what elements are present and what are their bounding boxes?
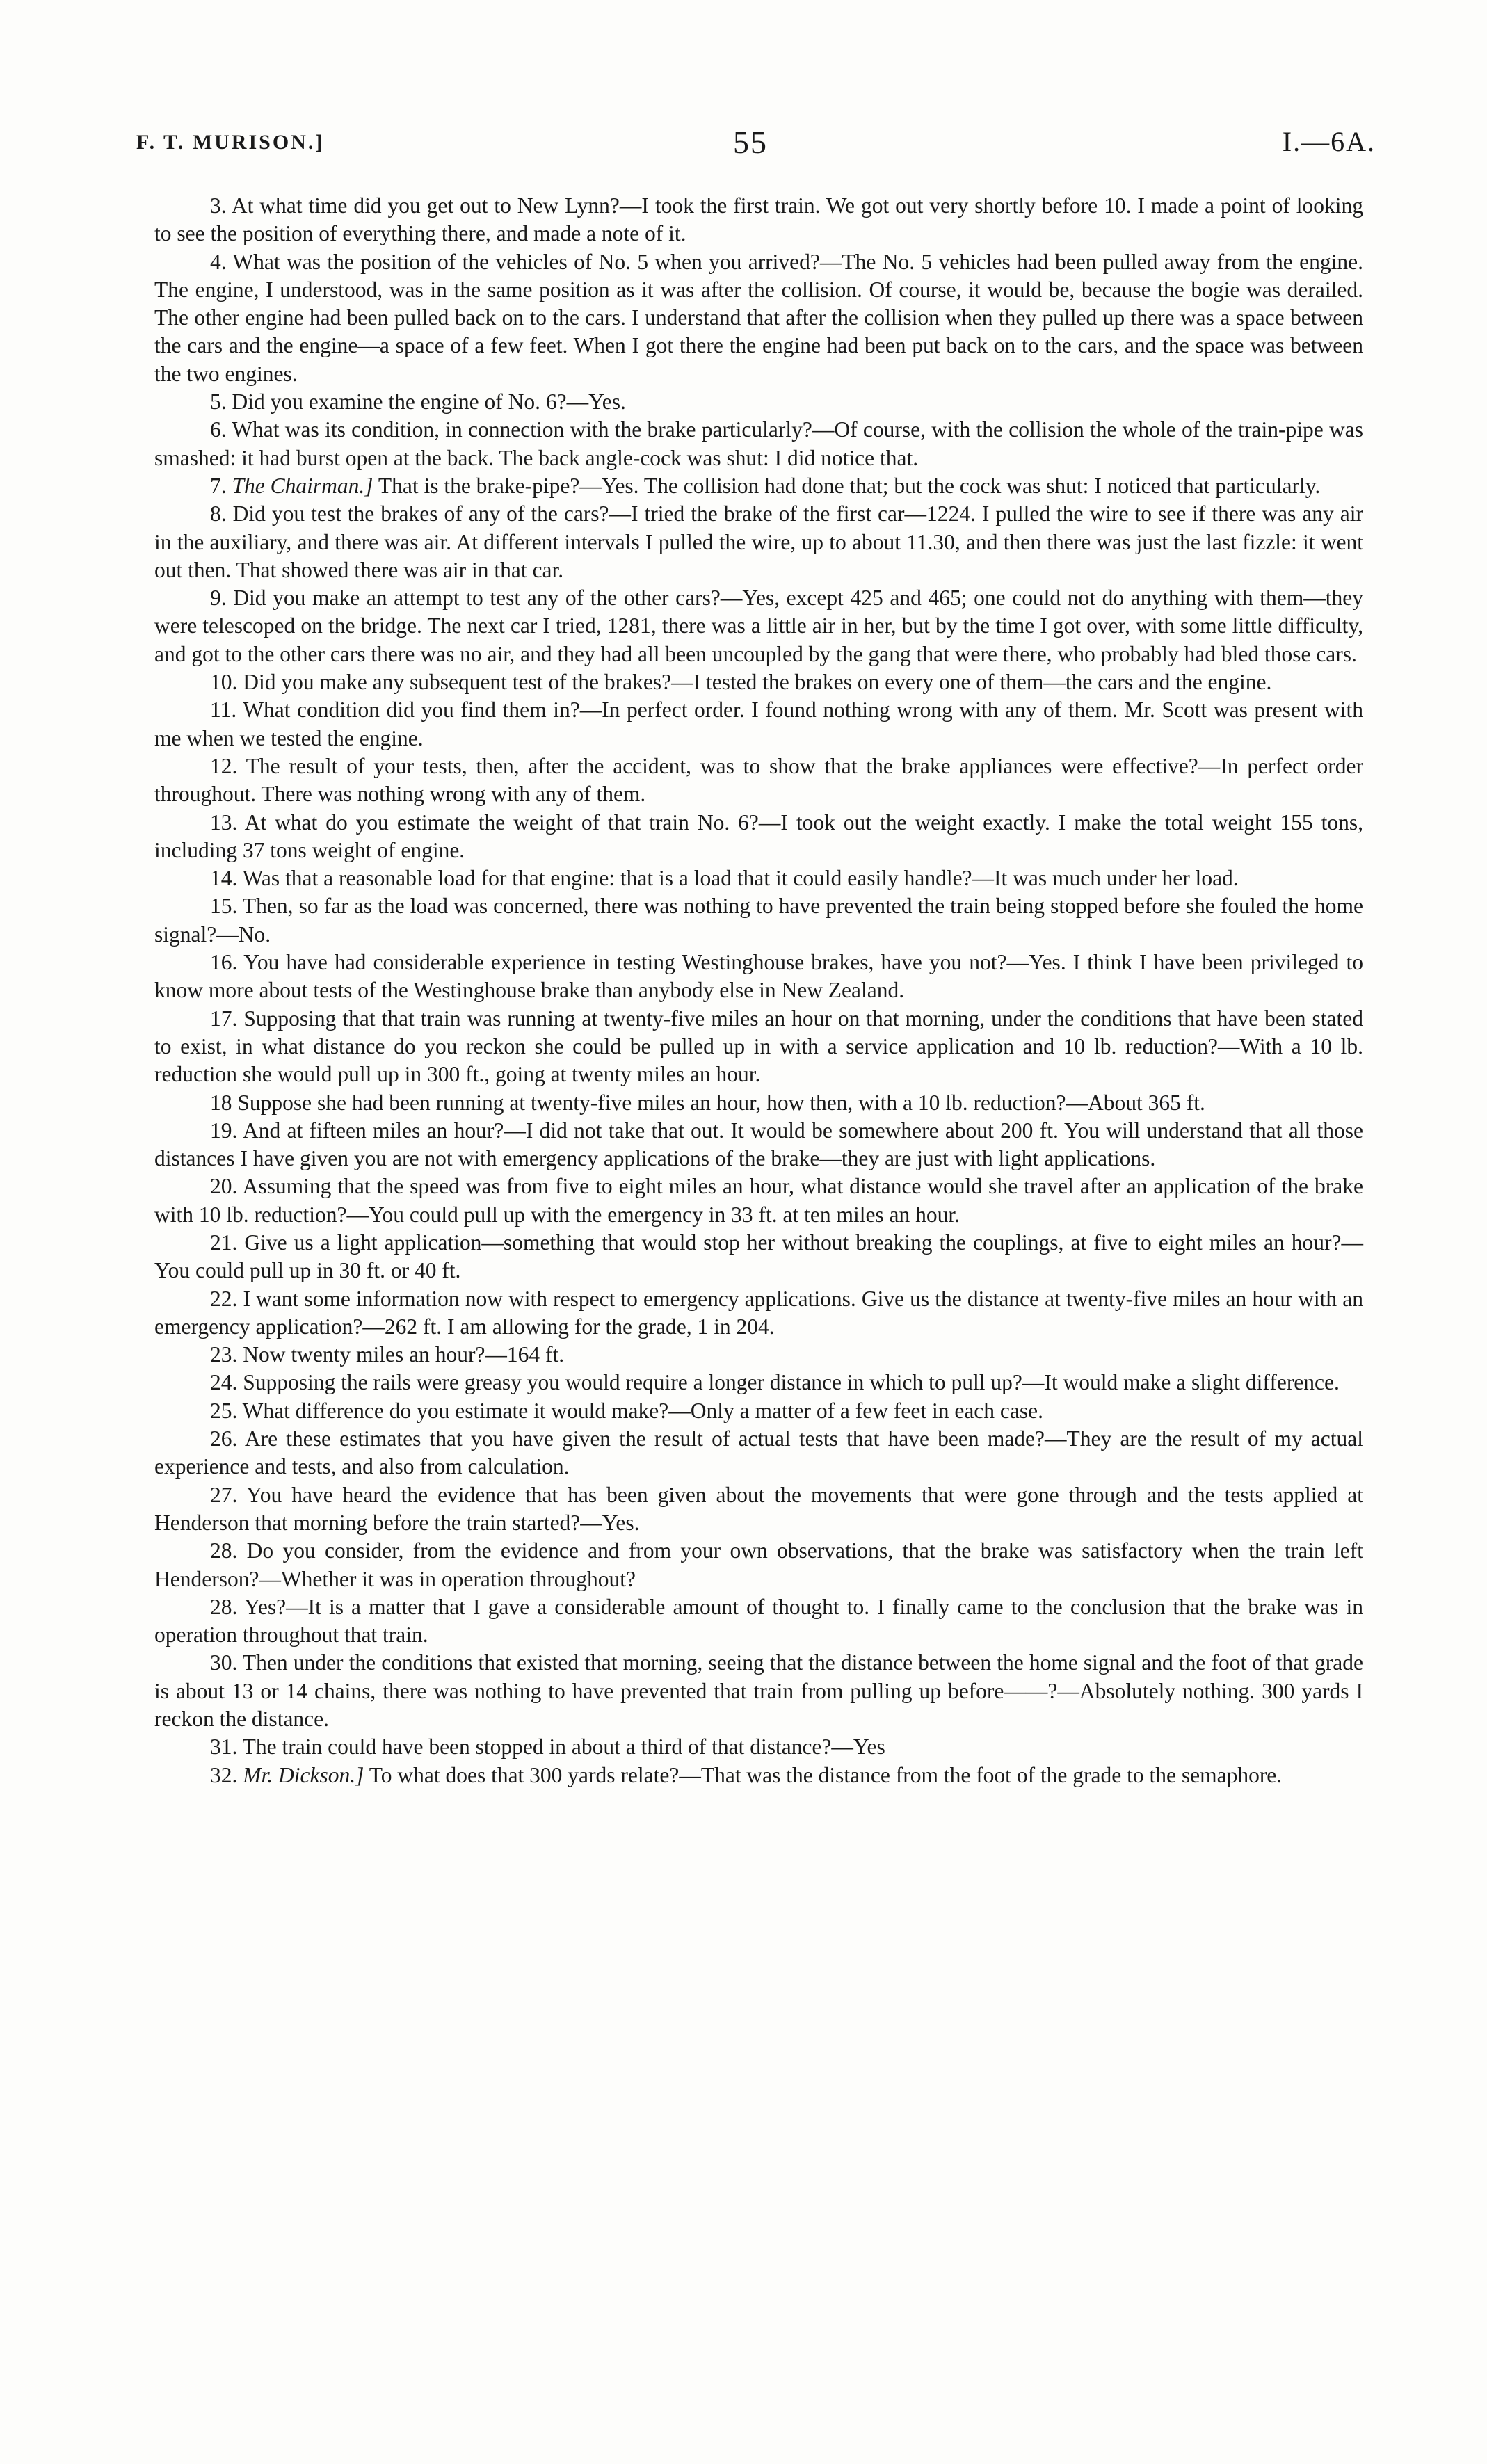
question-24: 24. Supposing the rails were greasy you would require a longer distance in which to pull up?—It would make a slight difference.	[210, 1370, 1340, 1395]
question-29: 28. Yes?—It is a matter that I gave a considerable amount of thought to. I finally came to the conclusion that the brake was in operation throughout that train.	[154, 1594, 1363, 1648]
question-3: 3. At what time did you get out to New Lynn?—I took the first train. We got out very shortly before 10. I made a point of looking to see the position of everything there, and made a note of it.	[154, 193, 1363, 246]
speaker-label: Mr. Dickson.]	[243, 1762, 364, 1787]
question-19: 19. And at fifteen miles an hour?—I did not take that out. It would be somewhere about 200 ft. You will understand that all those distances I have given you are not with emergency applications of the brake—they are just with light applications.	[154, 1118, 1363, 1171]
testimony-body	[154, 192, 1363, 1789]
question-30: 30. Then under the conditions that existed that morning, seeing that the distance between the home signal and the foot of that grade is about 13 or 14 chains, there was nothing to have prevented that train from pulling up before——?—Absolutely nothing. 300 yards I reckon the distance.	[154, 1650, 1363, 1732]
witness-name: F. T. MURISON.]	[136, 131, 325, 154]
question-11: 11. What condition did you find them in?—In perfect order. I found nothing wrong with any of them. Mr. Scott was present with me when we tested the engine.	[154, 698, 1363, 750]
question-32	[154, 1762, 1363, 1789]
page-header	[136, 124, 1383, 166]
speaker-label: The Chairman.]	[232, 473, 373, 498]
question-27: 27. You have heard the evidence that has been given about the movements that were gone through and the tests applied at Henderson that morning before the train started?—Yes.	[154, 1482, 1363, 1535]
question-text: That is the brake-pipe?—Yes. The collision had done that; but the cock was shut: I noticed that particularly.	[378, 473, 1321, 498]
question-23: 23. Now twenty miles an hour?—164 ft.	[210, 1342, 565, 1367]
question-16: 16. You have had considerable experience in testing Westinghouse brakes, have you not?—Yes. I think I have been privileged to know more about tests of the Westinghouse brake than anybody else in New Zealand.	[154, 950, 1363, 1003]
question-17: 17. Supposing that that train was running at twenty-five miles an hour on that morning, under the conditions that have been stated to exist, in what distance do you reckon she could be pulled up in with a service application and 10 lb. reduction?—With a 10 lb. reduction she would pull up in 300 ft., going at twenty miles an hour.	[154, 1006, 1363, 1087]
question-number: 7.	[210, 473, 227, 498]
question-7	[154, 472, 1363, 500]
question-10: 10. Did you make any subsequent test of the brakes?—I tested the brakes on every one of them—the cars and the engine.	[210, 670, 1272, 695]
question-20: 20. Assuming that the speed was from five to eight miles an hour, what distance would she travel after an application of the brake with 10 lb. reduction?—You could pull up with the emergency in 33 ft. at ten miles an hour.	[154, 1174, 1363, 1227]
question-18: 18 Suppose she had been running at twenty-five miles an hour, how then, with a 10 lb. reduction?—About 365 ft.	[210, 1090, 1205, 1115]
question-14: 14. Was that a reasonable load for that engine: that is a load that it could easily handle?—It was much under her load.	[210, 866, 1239, 891]
question-28: 28. Do you consider, from the evidence and from your own observations, that the brake was satisfactory when the train left Henderson?—Whether it was in operation throughout?	[154, 1538, 1363, 1591]
question-25: 25. What difference do you estimate it would make?—Only a matter of a few feet in each case.	[210, 1398, 1043, 1423]
question-5: 5. Did you examine the engine of No. 6?—Yes.	[210, 389, 626, 414]
document-reference: I.—6A.	[1282, 126, 1376, 157]
question-6: 6. What was its condition, in connection with the brake particularly?—Of course, with the collision the whole of the train-pipe was smashed: it had burst open at the back. The back angle-cock was shut: I did notice that.	[154, 417, 1363, 470]
question-15: 15. Then, so far as the load was concerned, there was nothing to have prevented the train being stopped before she fouled the home signal?—No.	[154, 894, 1363, 947]
page-number: 55	[733, 124, 768, 160]
question-text: To what does that 300 yards relate?—That was the distance from the foot of the grade to the semaphore.	[369, 1762, 1283, 1787]
question-13: 13. At what do you estimate the weight of that train No. 6?—I took out the weight exactly. I make the total weight 155 tons, including 37 tons weight of engine.	[154, 810, 1363, 862]
question-31: 31. The train could have been stopped in about a third of that distance?—Yes	[210, 1734, 885, 1760]
question-26: 26. Are these estimates that you have given the result of actual tests that have been made?—They are the result of my actual experience and tests, and also from calculation.	[154, 1426, 1363, 1479]
question-22: 22. I want some information now with respect to emergency applications. Give us the distance at twenty-five miles an hour with an emergency application?—262 ft. I am allowing for the grade, 1 in 204.	[154, 1286, 1363, 1339]
question-9: 9. Did you make an attempt to test any of the other cars?—Yes, except 425 and 465; one could not do anything with them—they were telescoped on the bridge. The next car I tried, 1281, there was a little air in her, but by the time I got over, with some little difficulty, and got to the other cars there was no air, and they had all been uncoupled by the gang that were there, who probably had bled those cars.	[154, 586, 1363, 666]
question-8: 8. Did you test the brakes of any of the cars?—I tried the brake of the first car—1224. I pulled the wire to see if there was any air in the auxiliary, and there was air. At different intervals I pulled the wire, up to about 11.30, and then there was just the last fizzle: it went out then. That showed there was air in that car.	[154, 501, 1363, 582]
question-12: 12. The result of your tests, then, after the accident, was to show that the brake appliances were effective?—In perfect order throughout. There was nothing wrong with any of them.	[154, 753, 1363, 807]
question-21: 21. Give us a light application—something that would stop her without breaking the couplings, at five to eight miles an hour?—You could pull up in 30 ft. or 40 ft.	[154, 1230, 1363, 1283]
question-4: 4. What was the position of the vehicles of No. 5 when you arrived?—The No. 5 vehicles had been pulled away from the engine. The engine, I understood, was in the same position as it was after the collision. Of course, it would be, because the bogie was derailed. The other engine had been pulled back on to the cars. I understand that after the collision when they pulled up there was a space between the cars and the engine—a space of a few feet. When I got there the engine had been put back on to the cars, and the space was between the two engines.	[154, 249, 1363, 386]
question-number: 32.	[210, 1762, 238, 1787]
